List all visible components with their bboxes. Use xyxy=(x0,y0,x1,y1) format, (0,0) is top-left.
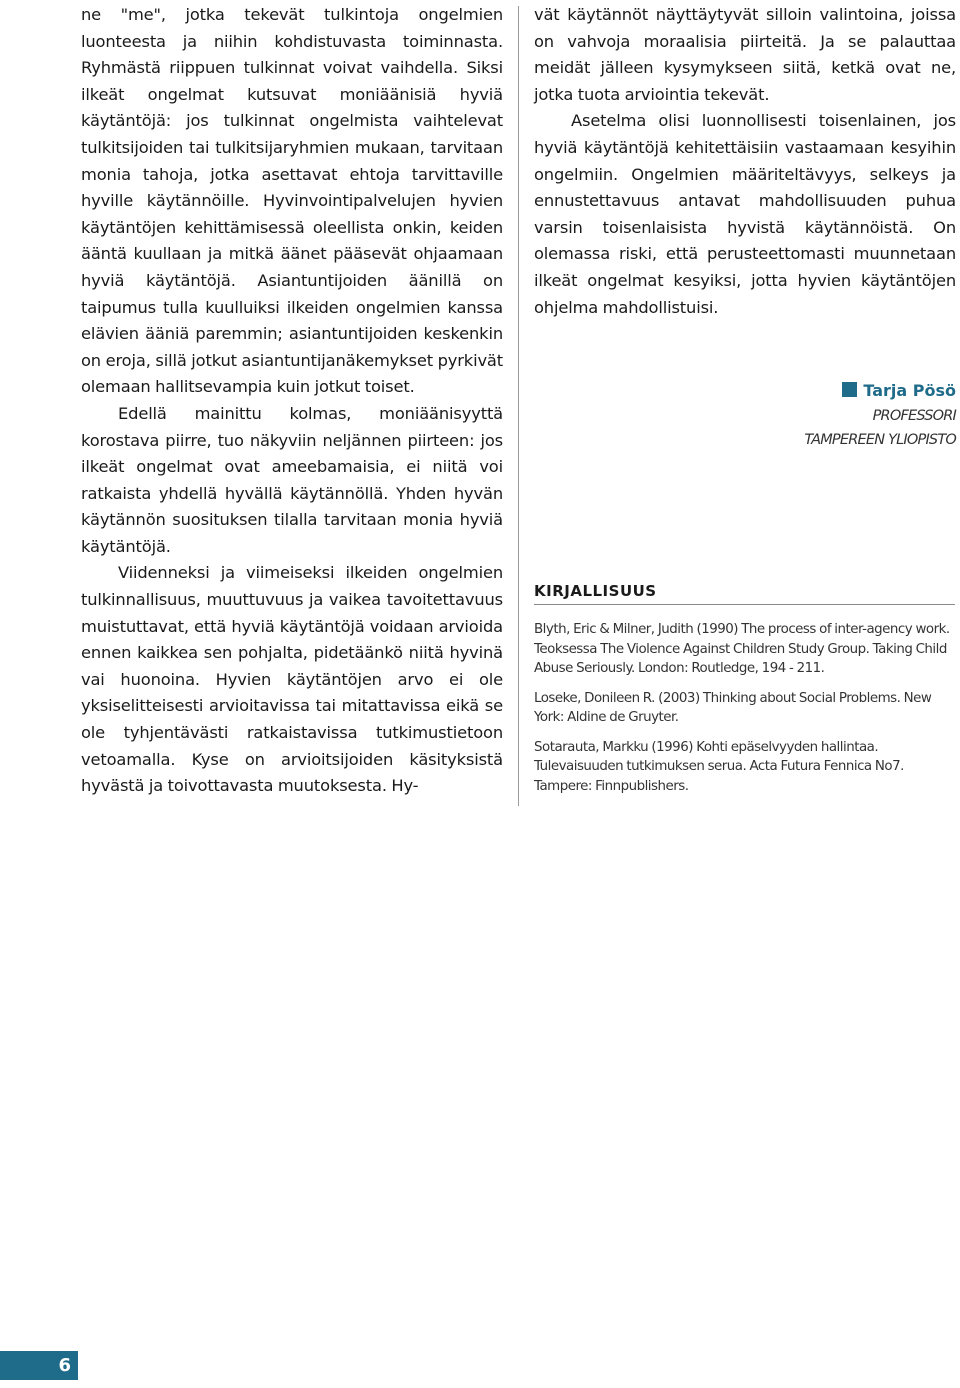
column-divider xyxy=(518,6,519,806)
paragraph: ne "me", jotka tekevät tulkintoja ongelmien luonteesta ja niihin kohdistuvasta toiminnasta. Ryhmästä riippuen tulkinnat voivat vaihdella. Siksi ilkeät ongelmat kutsuvat moniäänisiä hyviä käytäntöjä: jos tulkinnat ongelmista vaihtelevat tulkitsijoiden tai tulkitsijaryhmien mukaan, tarvitaan monia tahoja, jotka asettavat ehtoja tarvittaville hyville käytännöille. Hyvinvointipalvelujen hyvien käytäntöjen kehittämisessä oleellista onkin, keiden ääntä kuullaan ja mitkä äänet pääsevät ohjaamaan hyviä käytäntöjä. Asiantuntijoiden äänillä on taipumus tulla kuulluiksi ilkeiden ongelmien kanssa elävien ääniä paremmin; asiantuntijoiden keskenkin on eroja, sillä jotkut asiantuntijanäkemykset pyrkivät olemaan hallitsevampia kuin jotkut toiset. xyxy=(81,5,503,397)
author-name: Tarja Pösö xyxy=(863,381,956,400)
paragraph: vät käytännöt näyttäytyvät silloin valintoina, joissa on vahvoja moraalisia piirteitä. Ja se palauttaa meidät jälleen kysymykseen siitä, ketkä ovat ne, jotka tuota arviointia tekevät. xyxy=(534,5,956,104)
paragraph: Viidenneksi ja viimeiseksi ilkeiden ongelmien tulkinnallisuus, muuttuvuus ja vaikea tavoitettavuus muistuttavat, että hyviä käytäntöjä voidaan arvioida ennen kaikkea sen pohjalta, pidetäänkö niitä hyvinä vai huonoina. Hyvien käytäntöjen arvo ei ole yksiselitteisesti arvioitavissa tai mitattavissa eikä se ole tyhjentävästi ratkaistavissa tutkimustietoon vetoamalla. Kyse on arvioitsijoiden käsityksistä hyvästä ja toivottavasta muutoksesta. Hy- xyxy=(81,563,503,796)
right-column xyxy=(534,2,956,321)
literature-list xyxy=(534,620,954,806)
author-affiliation: TAMPEREEN YLIOPISTO xyxy=(804,432,956,448)
paragraph: Asetelma olisi luonnollisesti toisenlainen, jos hyviä käytäntöjä kehitettäisiin vastaamaan kesyihin ongelmiin. Ongelmien määriteltävyys, selkeys ja ennustettavuus antavat mahdollisuuden puhua varsin toisenlaisista hyvistä käytännöistä. On olemassa riski, että perusteettomasti muunnetaan ilkeät ongelmat kesyiksi, jotta hyvien käytäntöjen ohjelma mahdollistuisi. xyxy=(534,111,956,317)
reference-item: Blyth, Eric & Milner, Judith (1990) The process of inter-agency work. Teoksessa The Violence Against Children Study Group. Taking Child Abuse Seriously. London: Routledge, 194 - 211. xyxy=(534,622,950,676)
author-name-line xyxy=(804,378,956,404)
left-column xyxy=(81,2,503,800)
literature-heading: KIRJALLISUUS xyxy=(534,582,955,605)
page-number-tab xyxy=(0,1351,78,1380)
reference-item: Loseke, Donileen R. (2003) Thinking about Social Problems. New York: Aldine de Gruyter. xyxy=(534,690,932,725)
paragraph: Edellä mainittu kolmas, moniäänisyyttä korostava piirre, tuo näkyviin neljännen piirteen: jos ilkeät ongelmat ovat ameebamaisia, ei niitä voi ratkaista yhdellä hyvällä käytännöllä. Yhden hyvän käytännön suosituksen tilalla tarvitaan monia hyviä käytäntöjä. xyxy=(81,403,503,556)
page-number: 6 xyxy=(58,1355,71,1376)
author-title: PROFESSORI xyxy=(872,408,956,424)
reference-item: Sotarauta, Markku (1996) Kohti epäselvyyden hallintaa. Tulevaisuuden tutkimuksen serua. Acta Futura Fennica No7. Tampere: Finnpublishers. xyxy=(534,739,904,794)
square-bullet-icon xyxy=(842,382,857,397)
author-signature xyxy=(804,378,956,452)
